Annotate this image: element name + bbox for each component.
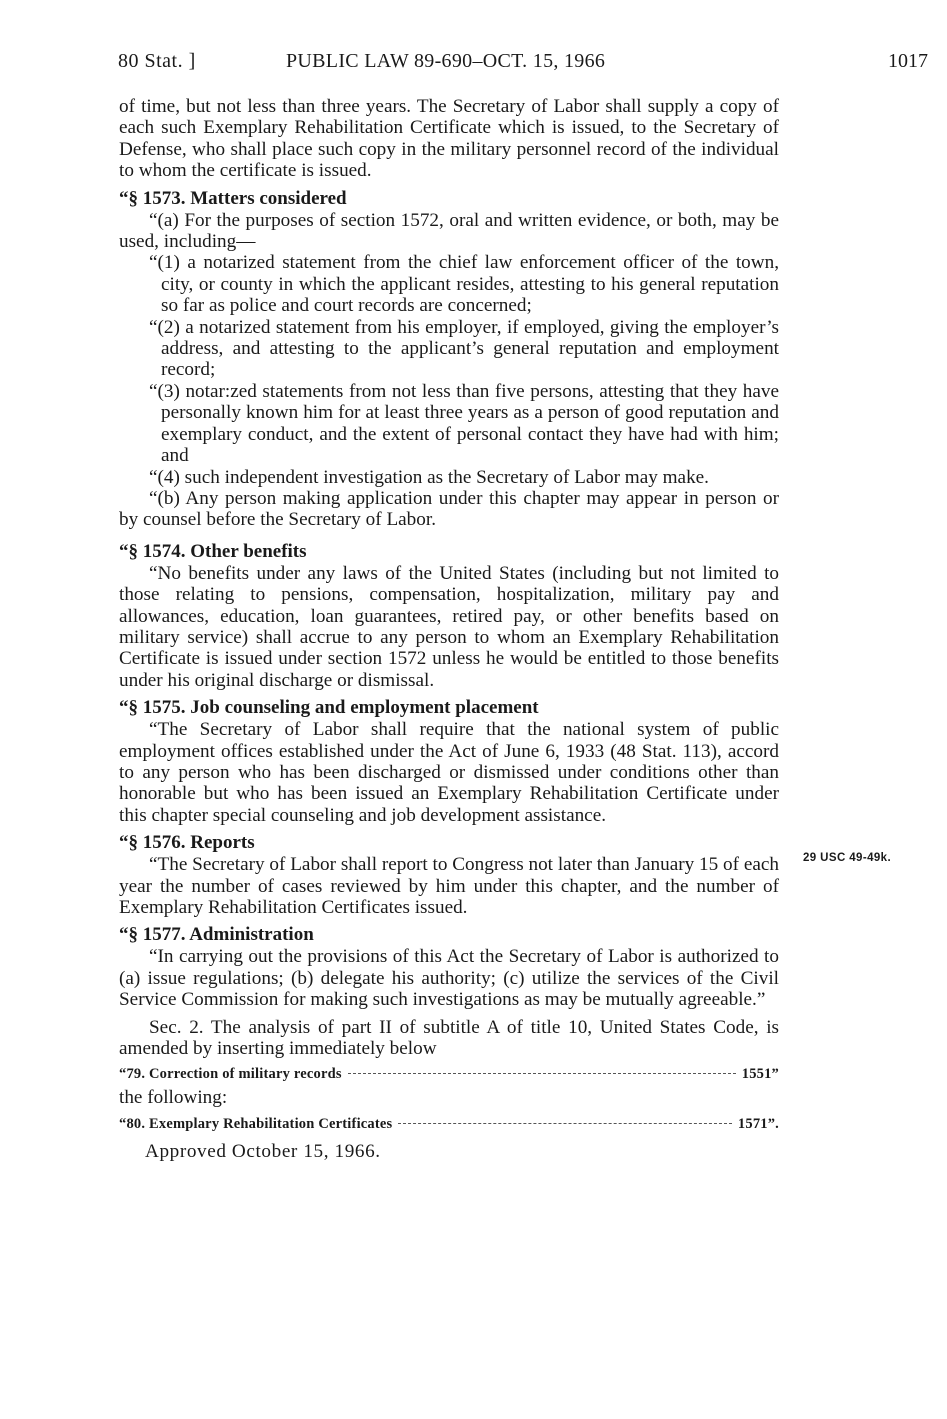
- section-1573-a-4: “(4) such independent investigation as the Secretary of Labor may make.: [149, 466, 709, 488]
- document-body: [119, 96, 779, 1162]
- section-1574-heading: “§ 1574. Other benefits: [119, 540, 307, 562]
- toc-entry-79: [119, 1063, 779, 1085]
- page-header: [118, 50, 928, 82]
- continued-paragraph: of time, but not less than three years. The Secretary of Labor shall supply a copy of each such Exemplary Rehabilitation Certificate which is issued, to the Secretary of Defense, who shall place such copy in the military personnel record of the individual to whom the certificate is issued.: [119, 96, 779, 182]
- following-text: the following:: [119, 1087, 228, 1109]
- approval-date: Approved October 15, 1966.: [145, 1140, 381, 1162]
- section-1577-text: “In carrying out the provisions of this Act the Secretary of Labor is authorized to (a) issue regulations; (b) delegate his authority; (c) utilize the services of the Civil Service Commission for making such investigations as may be mutually agreeable.”: [119, 946, 779, 1011]
- section-1575-text: “The Secretary of Labor shall require that the national system of public employment offices established under the Act of June 6, 1933 (48 Stat. 113), accord to any person who has been discharged or dismissed under conditions other than honorable but who has been issued an Exemplary Rehabilitation Certificate under this chapter special counseling and job development assistance.: [119, 719, 779, 826]
- public-law-title: PUBLIC LAW 89-690–OCT. 15, 1966: [286, 50, 606, 72]
- margin-citation: 29 USC 49-49k.: [803, 852, 892, 864]
- dot-leader: [398, 1123, 732, 1124]
- section-1576-heading: “§ 1576. Reports: [119, 832, 255, 854]
- page-number: 1017: [888, 50, 928, 72]
- toc-entry-number: 1551”: [741, 1066, 779, 1083]
- section-1574-text: “No benefits under any laws of the United States (including but not limited to those relating to pensions, compensation, hospitalization, military pay and allowances, education, loan guarantees, retired pay, or other benefits based on military service) shall accrue to any person to whom an Exemplary Rehabilitation Certificate is issued under section 1572 unless he would be entitled to those benefits under his original discharge or dismissal.: [119, 562, 779, 691]
- toc-entry-number: 1571”.: [737, 1115, 779, 1132]
- section-2-text: Sec. 2. The analysis of part II of subtitle A of title 10, United States Code, is amended by inserting immediately below: [119, 1016, 779, 1060]
- statute-reference: 80 Stat. ]: [118, 50, 196, 72]
- toc-entry-label: “80. Exemplary Rehabilitation Certificates: [119, 1115, 393, 1132]
- section-1573-a-3: “(3) notar:zed statements from not less than five persons, attesting that they have personally known him for at least three years as a person of good reputation and exemplary conduct, and the extent of personal contact they have had with him; and: [149, 380, 779, 467]
- section-1573-heading: “§ 1573. Matters considered: [119, 187, 347, 209]
- section-1573-a-2: “(2) a notarized statement from his employer, if employed, giving the employer’s address, and attesting to the applicant’s general reputation and employment record;: [149, 316, 779, 381]
- toc-entry-80: [119, 1113, 779, 1135]
- section-1577-heading: “§ 1577. Administration: [119, 924, 314, 946]
- section-1573-a: “(a) For the purposes of section 1572, oral and written evidence, or both, may be used, including—: [119, 209, 779, 253]
- toc-entry-label: “79. Correction of military records: [119, 1066, 342, 1083]
- dot-leader: [348, 1073, 736, 1074]
- section-1575-heading: “§ 1575. Job counseling and employment placement: [119, 697, 539, 719]
- section-1573-a-1: “(1) a notarized statement from the chief law enforcement officer of the town, city, or county in which the applicant resides, attesting to his general reputation so far as police and court records are concerned;: [149, 252, 779, 317]
- section-1576-text: “The Secretary of Labor shall report to Congress not later than January 15 of each year the number of cases reviewed by him under this chapter, and the number of Exemplary Rehabilitation Certificates issued.: [119, 854, 779, 918]
- section-1573-b: “(b) Any person making application under this chapter may appear in person or by counsel before the Secretary of Labor.: [119, 487, 779, 531]
